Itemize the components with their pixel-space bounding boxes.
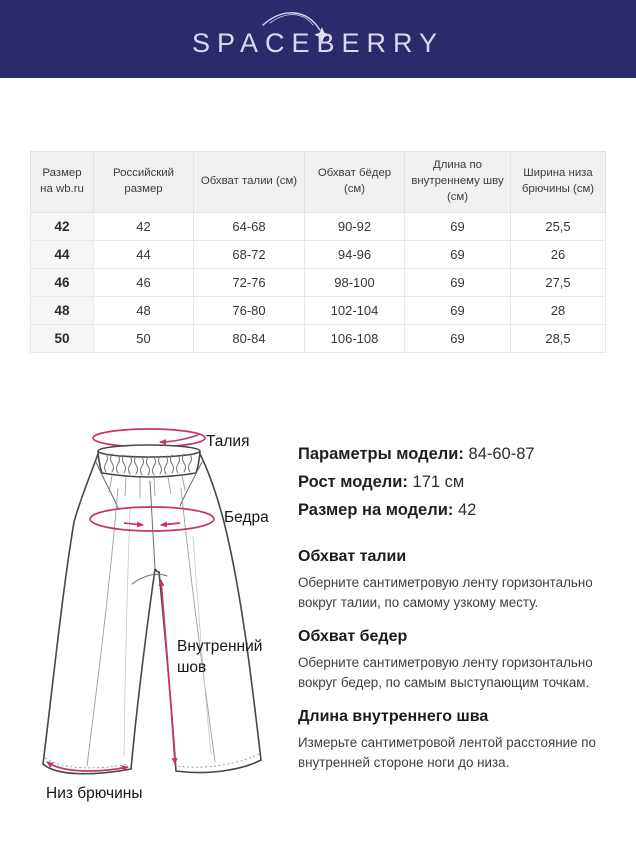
- param-value: 84-60-87: [468, 445, 535, 463]
- param-label: Параметры модели:: [298, 445, 464, 463]
- cell-size-wb: 50: [31, 325, 94, 353]
- measure-guide: [298, 548, 628, 773]
- hem-label: Низ брючины: [46, 785, 143, 802]
- cell-size-wb: 42: [31, 213, 94, 241]
- pants-diagram: [28, 424, 280, 796]
- measure-guide-title: Обхват бедер: [298, 627, 408, 645]
- param-value: 171 см: [412, 473, 465, 491]
- info-column: [298, 444, 628, 773]
- cell-inseam: 69: [405, 241, 511, 269]
- cell-inseam: 69: [405, 297, 511, 325]
- cell-waist: 72-76: [194, 269, 305, 297]
- measure-guide-text: Измерьте сантиметровой лентой расстояние по внутренней стороне ноги до низа.: [298, 734, 596, 770]
- cell-hips: 102-104: [305, 297, 405, 325]
- brand-name: SPACEBERRY: [191, 28, 445, 58]
- cell-hem-width: 28,5: [511, 325, 606, 353]
- cell-hem-width: 28: [511, 297, 606, 325]
- cell-inseam: 69: [405, 325, 511, 353]
- size-table-header-cell: Ширина низа брючины (см): [511, 152, 606, 213]
- cell-hips: 106-108: [305, 325, 405, 353]
- size-table-row: [31, 297, 606, 325]
- cell-hem-width: 26: [511, 241, 606, 269]
- size-table-row: [31, 325, 606, 353]
- model-param-line: [298, 444, 628, 464]
- pants-outline-sketch: [43, 454, 261, 774]
- hips-label: Бедра: [224, 509, 269, 526]
- cell-size-ru: 44: [94, 241, 194, 269]
- brand-header: [0, 0, 636, 78]
- size-table-header-row: [31, 152, 606, 213]
- measure-guide-section: [298, 628, 628, 694]
- brand-logo: [0, 0, 636, 78]
- size-table-header-cell: Размер на wb.ru: [31, 152, 94, 213]
- inseam-label: Внутренний шов: [177, 638, 263, 676]
- param-value: 42: [457, 501, 477, 519]
- measure-guide-section: [298, 708, 628, 774]
- size-table: [30, 151, 606, 353]
- cell-hem-width: 27,5: [511, 269, 606, 297]
- measure-guide-section: [298, 548, 628, 614]
- measure-guide-text: Оберните сантиметровую ленту горизонтально вокруг бедер, по самым выступающим точкам.: [298, 654, 593, 691]
- cell-waist: 76-80: [194, 297, 305, 325]
- waistband-sketch: [98, 445, 200, 498]
- cell-size-wb: 48: [31, 297, 94, 325]
- size-table-row: [31, 241, 606, 269]
- size-table-row: [31, 213, 606, 241]
- cell-size-ru: 42: [94, 213, 194, 241]
- cell-inseam: 69: [405, 213, 511, 241]
- measure-guide-text: Оберните сантиметровую ленту горизонтально вокруг талии, по самому узкому месту.: [298, 575, 593, 611]
- model-param-line: [298, 472, 628, 492]
- cell-size-ru: 48: [94, 297, 194, 325]
- inseam-measure-mark: [161, 580, 175, 764]
- cell-size-wb: 44: [31, 241, 94, 269]
- cell-waist: 68-72: [194, 241, 305, 269]
- measure-guide-title: Обхват талии: [298, 548, 407, 565]
- cell-hem-width: 25,5: [511, 213, 606, 241]
- cell-waist: 80-84: [194, 325, 305, 353]
- cell-hips: 98-100: [305, 269, 405, 297]
- model-params: [298, 444, 628, 520]
- measure-guide-title: Длина внутреннего шва: [298, 707, 489, 725]
- param-label: Рост модели:: [298, 473, 408, 491]
- model-param-line: [298, 500, 628, 520]
- cell-inseam: 69: [405, 269, 511, 297]
- cell-size-wb: 46: [31, 269, 94, 297]
- size-table-header-cell: Длина по внутреннему шву (см): [405, 152, 511, 213]
- size-table-row: [31, 269, 606, 297]
- size-table-header-cell: Обхват талии (см): [194, 152, 305, 213]
- cell-size-ru: 46: [94, 269, 194, 297]
- cell-hips: 94-96: [305, 241, 405, 269]
- waist-label: Талия: [206, 433, 250, 450]
- size-table-header-cell: Российский размер: [94, 152, 194, 213]
- size-table-body: [31, 213, 606, 353]
- cell-size-ru: 50: [94, 325, 194, 353]
- size-table-header-cell: Обхват бёдер (см): [305, 152, 405, 213]
- cell-waist: 64-68: [194, 213, 305, 241]
- param-label: Размер на модели:: [298, 501, 454, 519]
- cell-hips: 90-92: [305, 213, 405, 241]
